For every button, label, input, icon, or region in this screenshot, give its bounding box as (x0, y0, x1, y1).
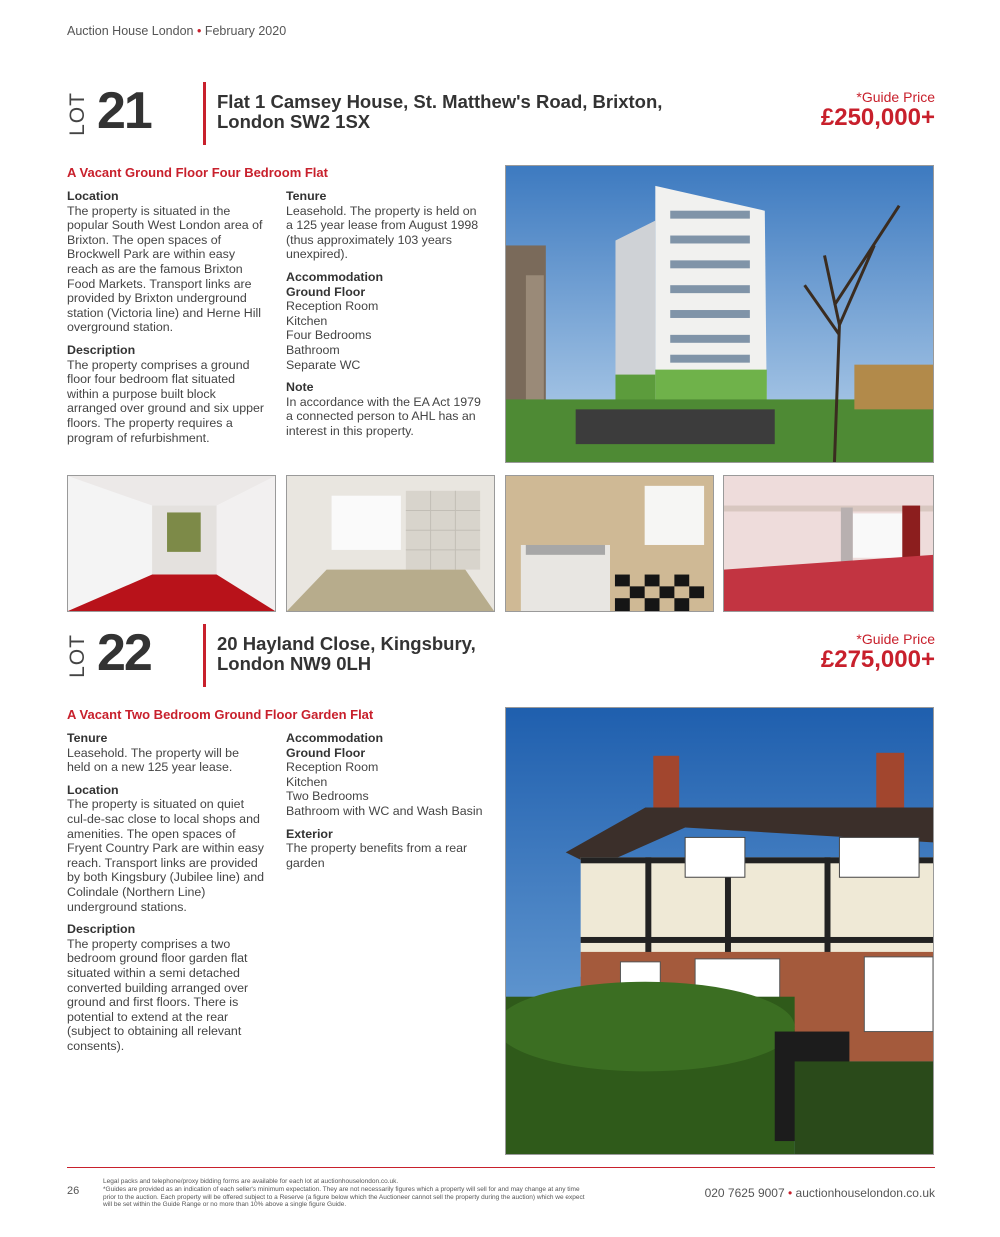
text-line: underground stations. (67, 899, 187, 914)
guide-price-label: *Guide Price (856, 631, 935, 647)
text-line: The property is situated on quiet (67, 797, 245, 812)
text-line: Food Markets. Transport links are (67, 276, 252, 291)
location-section (67, 189, 277, 335)
section-heading: Note (286, 380, 314, 395)
text-line: floors. The property requires a (67, 415, 233, 430)
guide-price-block (821, 89, 935, 131)
text-line: cul-de-sac close to local shops and (67, 811, 260, 826)
lot-address (217, 92, 662, 132)
text-line: In accordance with the EA Act 1979 (286, 394, 481, 409)
room-item: Kitchen (286, 774, 328, 789)
lot-label: LOT (66, 634, 89, 678)
text-line: overground station. (67, 320, 174, 335)
lot-21-main-photo (505, 165, 934, 463)
address-line: Flat 1 Camsey House, St. Matthew's Road, Brixton, (217, 91, 663, 112)
text-line: situated within a semi detached (67, 965, 240, 980)
lot-21-kitchen-photo (286, 475, 495, 612)
publication-header (67, 24, 286, 38)
text-line: Brixton. The open spaces of (67, 232, 222, 247)
lot-subtitle: A Vacant Two Bedroom Ground Floor Garden Flat (67, 707, 374, 722)
phone-number: 020 7625 9007 (704, 1186, 785, 1200)
lot-address (217, 634, 476, 674)
room-item: Reception Room (286, 760, 379, 775)
lot-22-right-column (286, 731, 498, 878)
text-line: potential to extend at the rear (67, 1009, 229, 1024)
lot-21-header (67, 82, 935, 152)
legal-line: will be set within the Guide Range or no more than 10% above a single figure Guide. (103, 1201, 347, 1209)
text-line: floor four bedroom flat situated (67, 372, 236, 387)
lot-number: 22 (97, 624, 151, 682)
section-heading: Tenure (286, 189, 327, 203)
text-line: within a purpose built block (67, 386, 216, 401)
text-line: a connected person to AHL has an (286, 409, 476, 424)
exterior-section (286, 827, 498, 871)
footer-rule (67, 1167, 935, 1168)
lot-21-kitchenette-photo (505, 475, 714, 612)
guide-price-value: £275,000+ (820, 646, 935, 673)
lot-21-living-room-photo (723, 475, 934, 612)
text-line: station (Victoria line) and Herne Hill (67, 305, 261, 320)
lot-number: 21 (97, 82, 151, 140)
room-item: Two Bedrooms (286, 789, 369, 804)
section-heading: Tenure (67, 731, 108, 745)
text-line: unexpired). (286, 247, 348, 262)
text-line: interest in this property. (286, 423, 414, 438)
section-heading: Location (67, 189, 119, 203)
guide-price-label: *Guide Price (856, 89, 935, 105)
lot-21-bedroom-photo (67, 475, 276, 612)
text-line: (subject to obtaining all relevant (67, 1024, 242, 1039)
address-line: 20 Hayland Close, Kingsbury, (217, 633, 476, 654)
section-heading: Description (67, 342, 136, 357)
header-separator: • (196, 24, 202, 38)
floor-heading: Ground Floor (286, 745, 366, 760)
room-item: Separate WC (286, 357, 361, 372)
text-line: program of refurbishment. (67, 430, 210, 445)
text-line: The property comprises a ground (67, 357, 250, 372)
text-line: held on a new 125 year lease. (67, 760, 233, 775)
text-line: The property is situated in the (67, 203, 231, 218)
guide-price-value: £250,000+ (820, 104, 935, 131)
room-item: Bathroom with WC and Wash Basin (286, 803, 483, 818)
lot-22-header (67, 624, 935, 694)
text-line: bedroom ground floor garden flat (67, 951, 248, 966)
text-line: ground and first floors. There is (67, 995, 239, 1010)
lot-21-left-column (67, 189, 277, 453)
website-link[interactable]: auctionhouselondon.co.uk (795, 1186, 935, 1200)
room-item: Reception Room (286, 299, 379, 314)
room-item: Bathroom (286, 342, 340, 357)
text-line: garden (286, 855, 325, 870)
text-line: amenities. The open spaces of (67, 826, 236, 841)
contact-separator: • (788, 1186, 793, 1200)
text-line: Colindale (Northern Line) (67, 884, 206, 899)
text-line: Leasehold. The property is held on (286, 203, 477, 218)
text-line: reach. Transport links are provided (67, 855, 258, 870)
description-section (67, 922, 279, 1053)
room-item: Kitchen (286, 313, 328, 328)
accommodation-section (286, 270, 498, 372)
text-line: The property comprises a two (67, 936, 231, 951)
section-heading: Accommodation (286, 269, 384, 284)
text-line: The property benefits from a rear (286, 841, 468, 856)
lot-subtitle: A Vacant Ground Floor Four Bedroom Flat (67, 165, 328, 180)
address-line: London SW2 1SX (217, 111, 371, 132)
accommodation-section (286, 731, 498, 819)
text-line: (thus approximately 103 years (286, 232, 452, 247)
lot-21-right-column (286, 189, 498, 447)
page-number: 26 (67, 1185, 80, 1197)
address-line: London NW9 0LH (217, 653, 372, 674)
lot-22-main-photo (505, 707, 934, 1155)
room-item: Four Bedrooms (286, 328, 372, 343)
location-section (67, 783, 279, 914)
legal-line: Legal packs and telephone/proxy bidding forms are available for each lot at auctionhouselondon.co.uk. (103, 1178, 399, 1185)
tenure-section (286, 189, 498, 262)
text-line: popular South West London area of (67, 218, 263, 233)
text-line: Brockwell Park are within easy (67, 247, 236, 262)
legal-line: *Guides are provided as an indication of each seller's minimum expectation. They are not necessarily figures which a property will sell for and may change at any time (103, 1185, 580, 1193)
guide-price-block (821, 631, 935, 673)
text-line: provided by Brixton underground (67, 291, 247, 306)
text-line: Leasehold. The property will be (67, 745, 239, 760)
text-line: converted building arranged over (67, 980, 249, 995)
lot-label: LOT (66, 92, 89, 136)
section-heading: Accommodation (286, 731, 384, 745)
floor-heading: Ground Floor (286, 284, 366, 299)
legal-small-print (103, 1178, 643, 1209)
description-section (67, 343, 277, 445)
section-heading: Location (67, 782, 119, 797)
text-line: a 125 year lease from August 1998 (286, 218, 479, 233)
text-line: by both Kingsbury (Jubilee line) and (67, 870, 264, 885)
publisher-name: Auction House London (67, 24, 194, 38)
lot-divider (203, 82, 206, 145)
text-line: Fryent Country Park are within easy (67, 841, 264, 856)
legal-line: prior to the auction. Each property will be offered subject to a Reserve (a figure below which the Auctioneer cannot sell the property during the auction) which we expect (103, 1193, 585, 1201)
note-section (286, 380, 498, 438)
lot-22-left-column (67, 731, 279, 1061)
section-heading: Exterior (286, 826, 333, 841)
text-line: consents). (67, 1038, 125, 1053)
lot-divider (203, 624, 206, 687)
section-heading: Description (67, 922, 136, 937)
tenure-section (67, 731, 279, 775)
text-line: arranged over ground and six upper (67, 401, 265, 416)
footer-contact (705, 1186, 935, 1200)
text-line: reach as are the famous Brixton (67, 261, 243, 276)
publication-date: February 2020 (204, 24, 287, 38)
